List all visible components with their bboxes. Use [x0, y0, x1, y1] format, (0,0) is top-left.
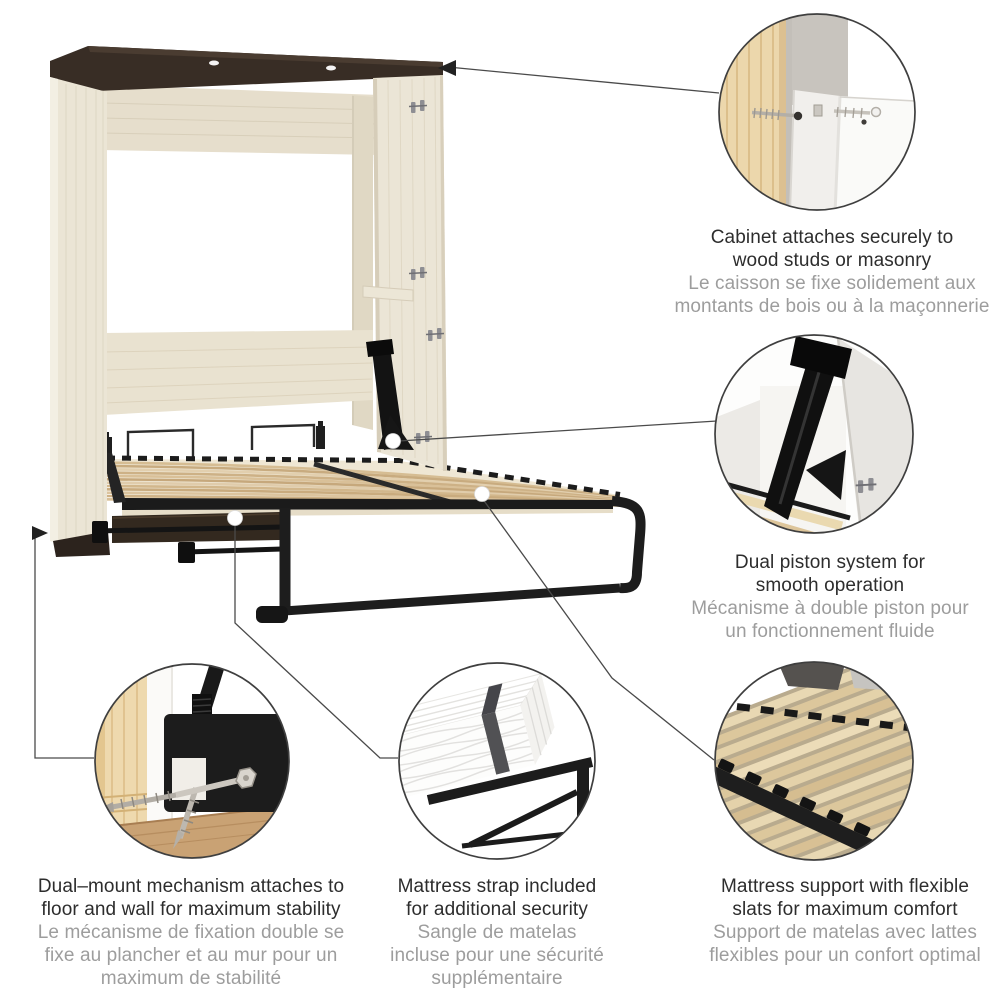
masonry-wall — [792, 10, 848, 105]
callout-photo-dual-piston — [700, 330, 920, 587]
callout-caption-dual-piston — [648, 551, 1000, 643]
led-light — [209, 61, 219, 66]
wall-bracket-left — [128, 430, 193, 460]
caption-line-fr: maximum de stabilité — [100, 968, 282, 989]
caption-line-fr: un fonctionnement fluide — [725, 621, 935, 642]
cabinet-interior — [98, 85, 380, 460]
bed-slat-deck — [102, 452, 620, 517]
caption-line-fr: montants de bois ou à la maçonnerie — [674, 296, 990, 317]
caption-line-en: Dual–mount mechanism attaches to — [37, 876, 345, 897]
caption-line-en: Mattress strap included — [397, 876, 597, 897]
callout-dot-strap — [228, 511, 243, 526]
caption-line-fr: flexibles pour un confort optimal — [709, 945, 981, 966]
callout-caption-wall-attachment — [649, 226, 1000, 318]
caption-line-fr: Le caisson se fixe solidement aux — [688, 273, 976, 294]
caption-line-en: Mattress support with flexible — [721, 876, 969, 897]
caption-line-fr: Mécanisme à double piston pour — [691, 598, 969, 619]
callout-line-wall-attachment — [448, 67, 719, 93]
headboard-panel — [103, 330, 373, 415]
callout-photo-wall-attachment — [714, 9, 920, 215]
callout-line-dual-piston — [399, 421, 717, 441]
caption-line-fr: Le mécanisme de fixation double se — [37, 922, 345, 943]
cabinet-left-panel — [50, 77, 110, 557]
callout-caption-mattress-strap — [315, 875, 679, 990]
caption-line-en: Cabinet attaches securely to — [710, 227, 954, 248]
caption-line-fr: Support de matelas avec lattes — [713, 922, 977, 943]
callout-line-dual-mount — [35, 533, 94, 758]
caption-line-en: slats for maximum comfort — [732, 899, 958, 920]
caption-line-en: floor and wall for maximum stability — [41, 899, 341, 920]
arrowhead-bottom-left — [32, 526, 48, 540]
caption-line-fr: supplémentaire — [431, 968, 563, 989]
deck-front-rail — [122, 498, 613, 510]
caption-line-en: smooth operation — [755, 575, 905, 596]
caption-line-fr: Sangle de matelas — [417, 922, 577, 943]
caption-line-en: for additional security — [406, 899, 588, 920]
callout-dot-slats — [475, 487, 490, 502]
callout-caption-flexible-slats — [661, 875, 1000, 967]
caption-line-fr: fixe au plancher et au mur pour un — [44, 945, 338, 966]
caption-line-fr: incluse pour une sécurité — [390, 945, 604, 966]
wall-bracket-right — [252, 425, 314, 450]
bed-leg-bar — [256, 501, 641, 623]
caption-line-en: wood studs or masonry — [732, 250, 932, 271]
caption-line-en: Dual piston system for — [734, 552, 926, 573]
callout-dot-piston — [386, 434, 401, 449]
led-light — [326, 66, 336, 71]
